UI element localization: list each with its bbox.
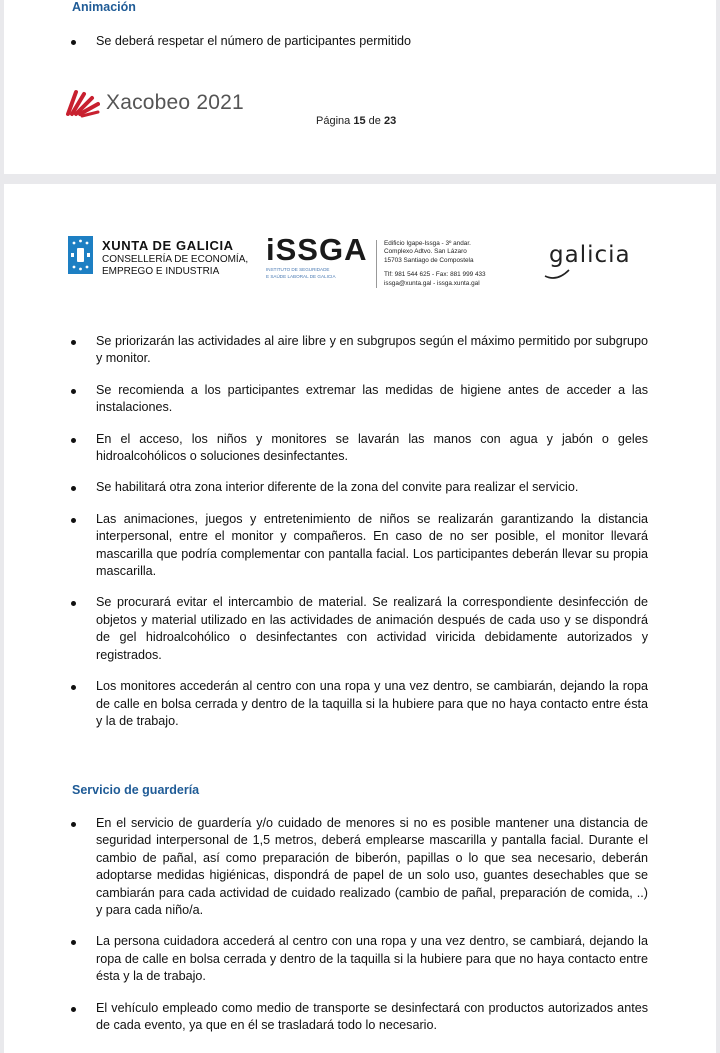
section-heading-guarderia: Servicio de guardería <box>72 783 200 797</box>
animacion-bullet-list <box>4 333 716 730</box>
issga-address: Edificio Igape-Issga - 3º andar. Complexo Adtvo. San Lázaro 15703 Santiago de Compostela Tlf: 981 544 625 - Fax: 881 999 433 issga@xunta.gal - issga.xunta.gal <box>376 240 486 288</box>
galicia-logo <box>549 242 631 268</box>
xacobeo-shell-icon <box>64 88 100 118</box>
issga-wordmark: iSSGA <box>266 232 368 267</box>
list-item: Se habilitará otra zona interior diferente de la zona del convite para realizar el servicio. <box>4 479 716 496</box>
xunta-flag-icon <box>68 236 93 274</box>
contact-phone: Tlf: 981 544 625 - Fax: 881 999 433 <box>384 271 486 279</box>
galicia-wordmark: galicia <box>549 242 631 268</box>
issga-logo <box>266 234 367 279</box>
page-16 <box>4 184 716 1053</box>
list-item: En el servicio de guardería y/o cuidado de menores si no es posible mantener una distancia de seguridad interpersonal de 1,5 metros, deberá emplearse mascarilla y pantalla facial. Durante el cambio de pañal, así como preparación de biberón, papillas o lo que sea necesario, deberán adoptarse medidas higiénicas, dispondrá de papel de un solo uso, guantes desechables que se cambiarán para cada actividad de cuidado realizado (cambio de pañal, preparación de comida, ..) y para cada niño/a. <box>4 815 716 919</box>
xacobeo-logo-text: Xacobeo 2021 <box>106 91 244 114</box>
page-number: Página 15 de 23 <box>316 115 397 127</box>
issga-subtitle-1: INSTITUTO DE SEGURIDADE <box>266 267 330 272</box>
page-15 <box>4 0 716 174</box>
list-item: La persona cuidadora accederá al centro con una ropa y una vez dentro, se cambiará, dejando la ropa de calle en bolsa cerrada y dentro de la taquilla si la hubiere para que no haya contacto entre ésta y la de trabajo. <box>4 933 716 985</box>
contact-email: issga@xunta.gal - issga.xunta.gal <box>384 279 480 287</box>
list-item: Se deberá respetar el número de participantes permitido <box>4 33 716 50</box>
issga-subtitle-2: E SAÚDE LABORAL DE GALICIA <box>266 273 336 279</box>
list-item: Se priorizarán las actividades al aire libre y en subgrupos según el máximo permitido por subgrupo y monitor. <box>4 333 716 368</box>
list-item: Se procurará evitar el intercambio de material. Se realizará la correspondiente desinfección de objetos y material utilizado en las actividades de animación después de cada uso y se dispondrá de gel hidroalcohólico o desinfectantes con actividad viricida debidamente autorizados y registrados. <box>4 594 716 664</box>
xunta-subtitle-1: CONSELLERÍA DE ECONOMÍA, <box>102 254 249 265</box>
xacobeo-logo <box>64 88 244 118</box>
xunta-text-block <box>102 238 248 277</box>
animacion-bullet-list-top <box>4 33 716 50</box>
list-item: El vehículo empleado como medio de transporte se desinfectará con productos autorizados antes de cada evento, ya que en él se trasladará todo lo necesario. <box>4 1000 716 1035</box>
xunta-subtitle-2: EMPREGO E INDUSTRIA <box>102 266 220 277</box>
list-item: En el acceso, los niños y monitores se lavarán las manos con agua y jabón o geles hidroalcohólicos o soluciones desinfectantes. <box>4 431 716 466</box>
page-header <box>4 232 716 296</box>
list-item: Los monitores accederán al centro con una ropa y una vez dentro, se cambiarán, dejando la ropa de calle en bolsa cerrada y dentro de la taquilla si la hubiere para que no haya contacto entre ésta y la de trabajo. <box>4 678 716 730</box>
section-heading-animacion: Animación <box>72 0 136 14</box>
list-item: Las animaciones, juegos y entretenimiento de niños se realizarán garantizando la distancia interpersonal, entre el monitor y compañeros. En caso de no ser posible, el monitor llevará mascarilla que podría complementar con pantalla facial. Los participantes deberán llevar su propia mascarilla. <box>4 511 716 581</box>
bullet-dot <box>71 40 76 45</box>
galicia-swoosh-icon <box>543 248 653 284</box>
list-item: Se recomienda a los participantes extremar las medidas de higiene antes de acceder a las instalaciones. <box>4 382 716 417</box>
xunta-title: XUNTA DE GALICIA <box>102 238 234 253</box>
guarderia-bullet-list <box>4 815 716 1034</box>
